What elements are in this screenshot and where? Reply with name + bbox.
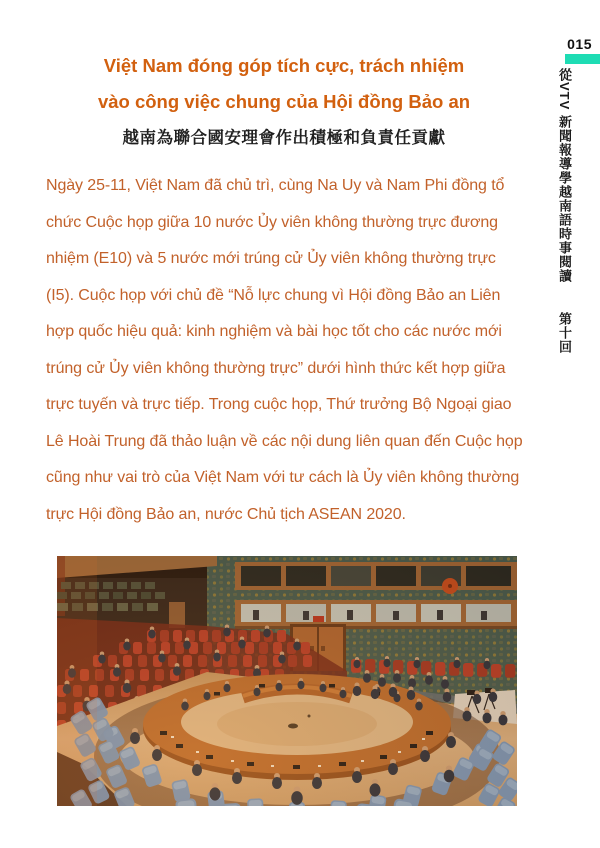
body-line: trúng cử Ủy viên không thường trực” dưới hình thức kết hợp giữa <box>46 359 506 377</box>
article-title-line-1: Việt Nam đóng góp tích cực, trách nhiệm <box>103 55 465 76</box>
body-line: cũng như vai trò của Việt Nam với tư cách là Ủy viên không thường <box>46 469 520 486</box>
body-line: trực tuyến và trực tiếp. Trong cuộc họp, Thứ trưởng Bộ Ngoại giao <box>46 396 512 413</box>
article-body <box>46 168 522 533</box>
chapter-label: 第十回 <box>557 311 572 354</box>
body-line: (I5). Cuộc họp với chủ đề “Nỗ lực chung vì Hội đồng Bảo an Liên <box>46 286 501 304</box>
accent-bar <box>565 54 600 64</box>
body-line: chức Cuộc họp giữa 10 nước Ủy viên không thường trực đương <box>46 213 498 231</box>
body-line: trực Hội đồng Bảo an, nước Chủ tịch ASEAN 2020. <box>46 505 406 523</box>
page-number: 015 <box>567 36 592 52</box>
photo-un-security-council-chamber <box>57 556 517 806</box>
body-line: hợp quốc hiệu quả: kinh nghiệm và bài học tốt cho các nước mới <box>46 323 502 340</box>
body-line: Ngày 25-11, Việt Nam đã chủ trì, cùng Na Uy và Nam Phi đồng tổ <box>46 177 505 194</box>
body-line: nhiệm (E10) và 5 nước mới trúng cử Ủy viên không thường trực <box>46 250 496 267</box>
body-line: Lê Hoài Trung đã thảo luận về các nội dung liên quan đến Cuộc họp <box>46 432 523 450</box>
article <box>46 48 522 533</box>
article-title-zh: 越南為聯合國安理會作出積極和負責任貢獻 <box>122 129 446 147</box>
series-title-text: 從VTV 新聞報導學越南語時事閱讀 <box>557 68 572 283</box>
article-title-line-2: vào công việc chung của Hội đồng Bảo an <box>97 91 471 112</box>
vertical-series-title <box>558 68 571 354</box>
